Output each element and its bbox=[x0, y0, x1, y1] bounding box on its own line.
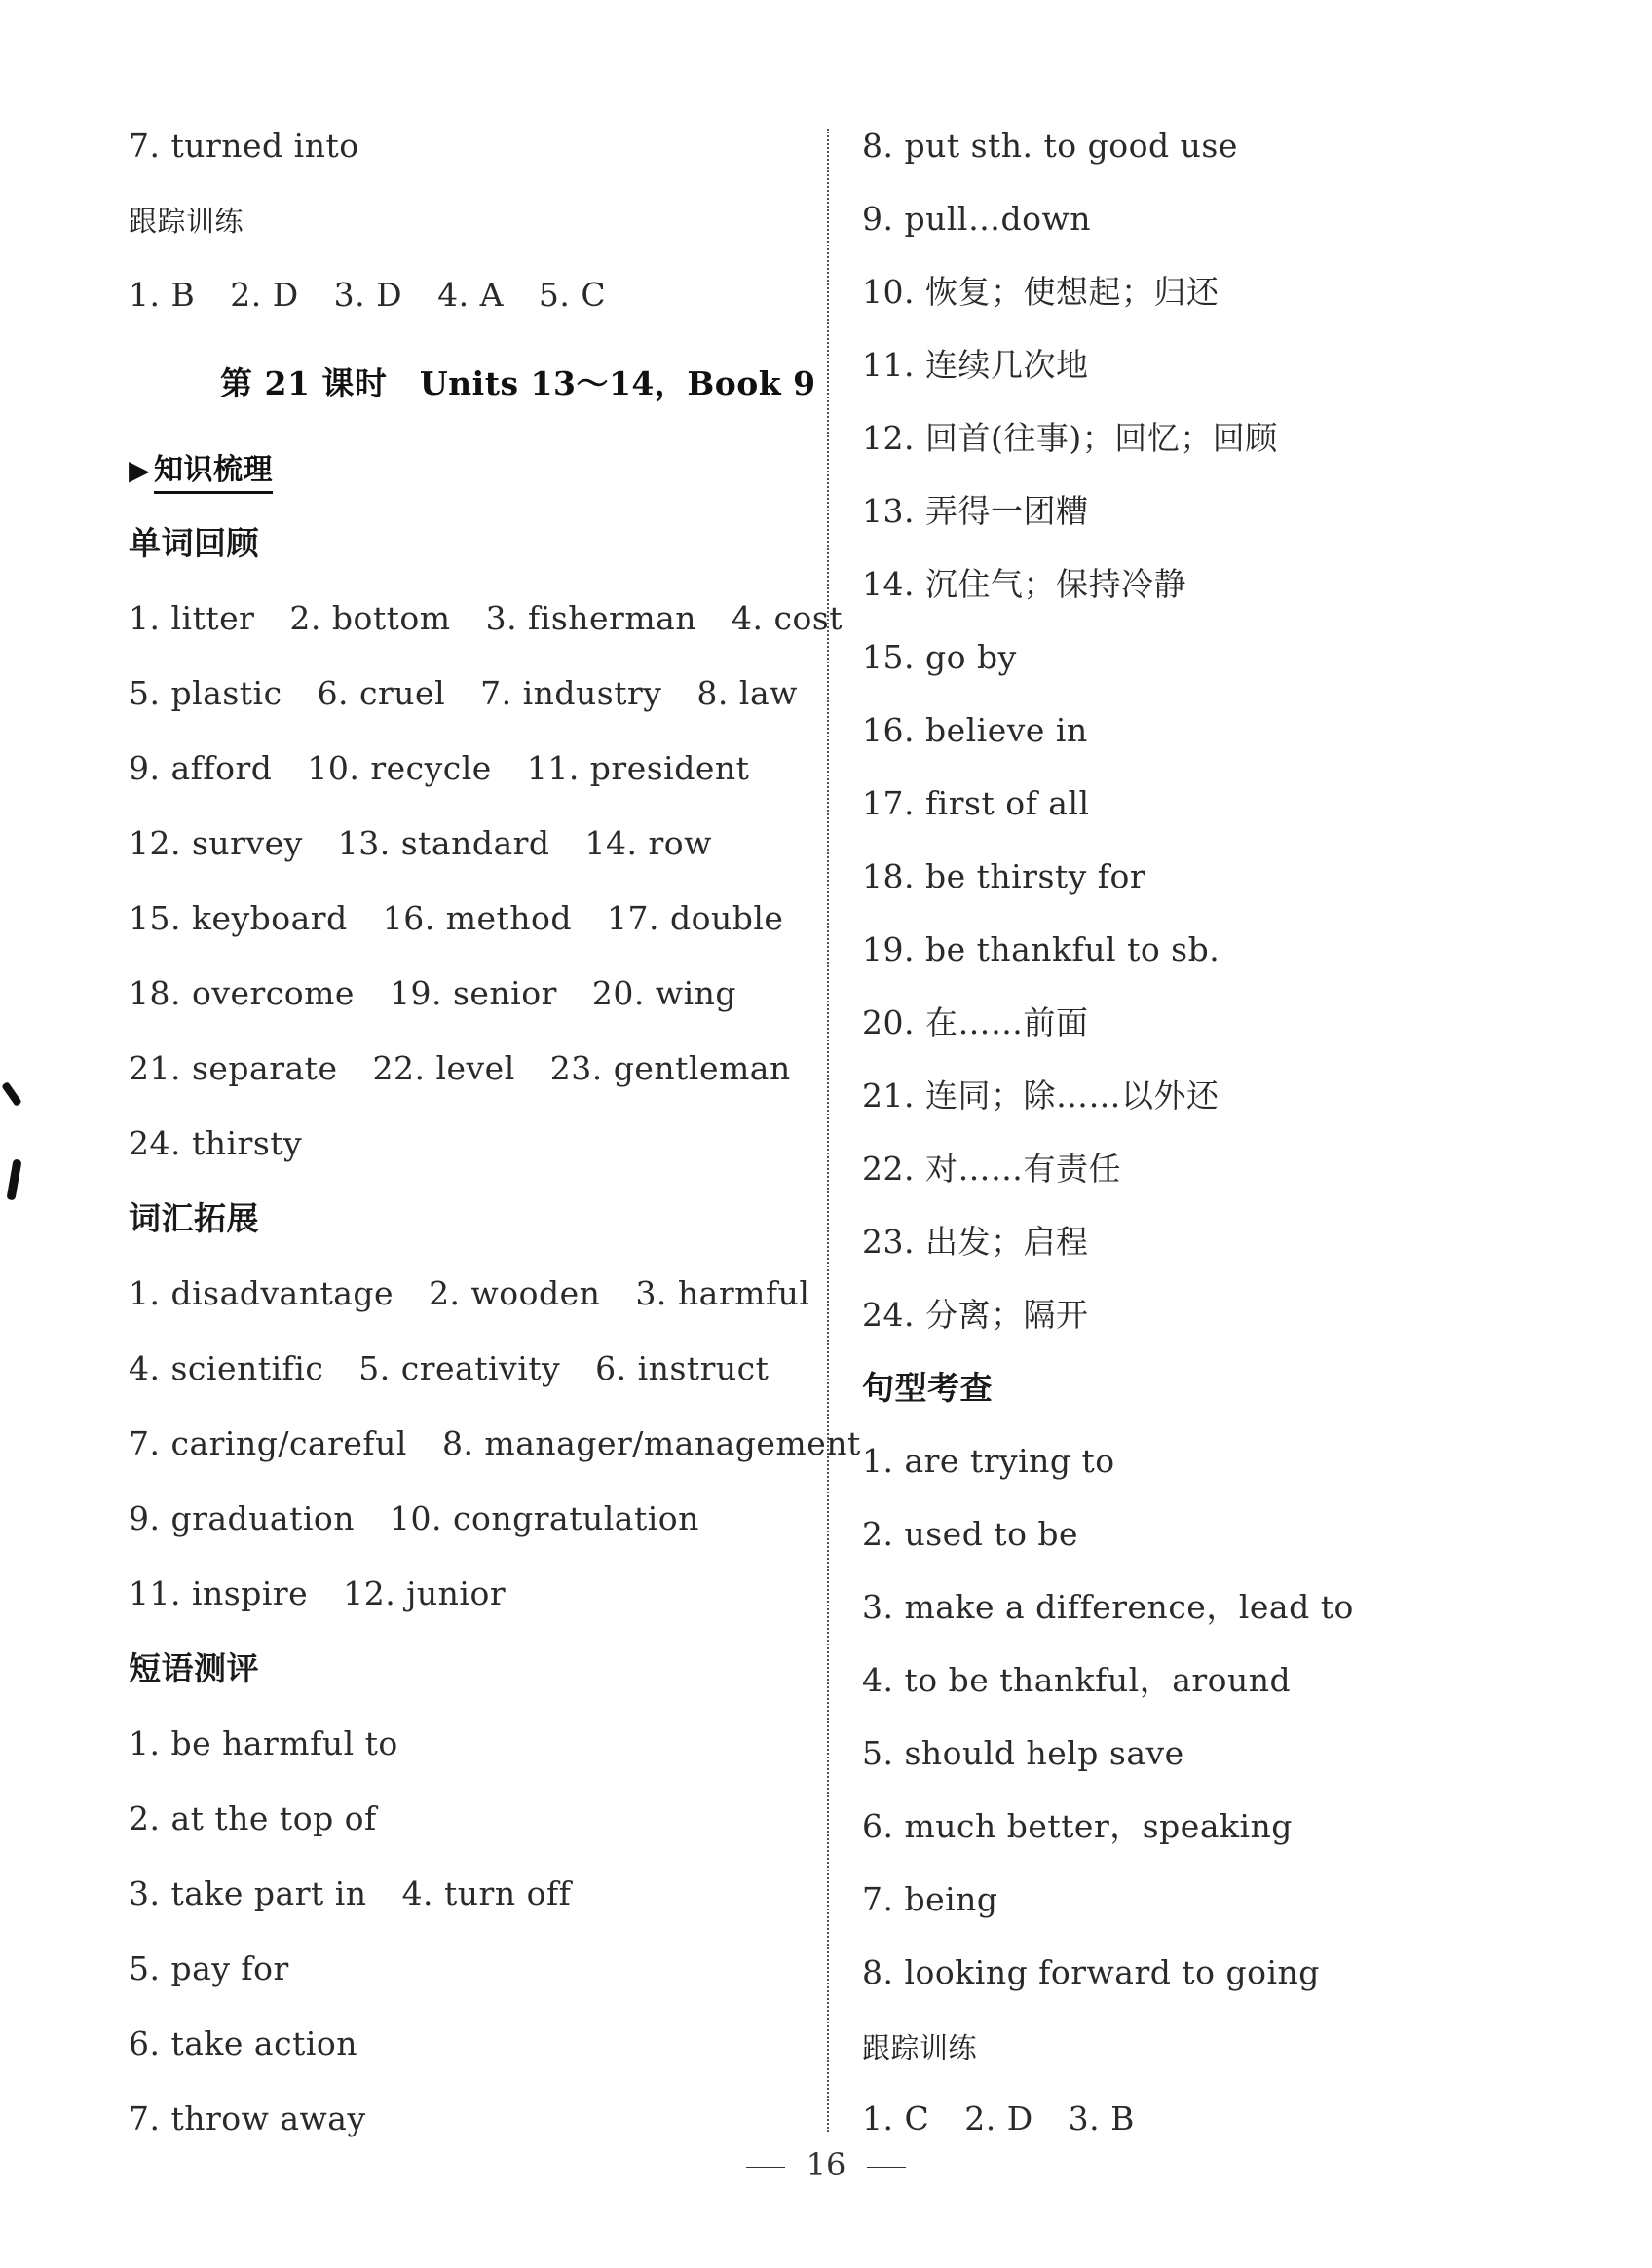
answer-row bbox=[129, 276, 606, 315]
answer-line: 8. put sth. to good use bbox=[862, 127, 1238, 165]
answer-line: 13. 弄得一团糟 bbox=[862, 492, 1089, 530]
answer-line: 23. 出发；启程 bbox=[862, 1223, 1089, 1261]
knowledge-section-title: ▶ 知识梳理 bbox=[129, 451, 273, 494]
answer-item: 3. B bbox=[1068, 2099, 1135, 2137]
answer-line: 3. make a difference，lead to bbox=[862, 1588, 1354, 1626]
section-heading: 句型考查 bbox=[862, 1369, 993, 1407]
answer-line: 18. be thirsty for bbox=[862, 857, 1146, 895]
scan-mark bbox=[6, 1159, 21, 1201]
track-training-title: 跟踪训练 bbox=[129, 205, 244, 238]
answer-line: 1. are trying to bbox=[862, 1442, 1115, 1480]
answer-row: 1. be harmful to bbox=[129, 1724, 398, 1762]
answer-line: 5. should help save bbox=[862, 1734, 1184, 1772]
answer-row: 4. scientific 5. creativity 6. instruct bbox=[129, 1349, 770, 1387]
answer-row: 5. pay for bbox=[129, 1949, 289, 1987]
answer-row: 12. survey 13. standard 14. row bbox=[129, 824, 712, 862]
section-heading: 单词回顾 bbox=[129, 524, 259, 562]
answer-line: 10. 恢复；使想起；归还 bbox=[862, 273, 1220, 311]
answer-line: 14. 沉住气；保持冷静 bbox=[862, 565, 1186, 603]
triangle-icon: ▶ bbox=[129, 454, 151, 486]
answer-line: 9. pull…down bbox=[862, 200, 1091, 238]
answer-row: 1. litter 2. bottom 3. fisherman 4. cost bbox=[129, 599, 844, 637]
answer-line: 7. being bbox=[862, 1880, 998, 1918]
answer-row: 6. take action bbox=[129, 2024, 358, 2062]
answer-row: 7. caring/careful 8. manager/management bbox=[129, 1424, 861, 1462]
section-heading: 词汇拓展 bbox=[129, 1199, 259, 1237]
answer-line: 11. 连续几次地 bbox=[862, 346, 1089, 384]
answer-line: 6. much better，speaking bbox=[862, 1807, 1293, 1845]
answer-row: 9. graduation 10. congratulation bbox=[129, 1499, 699, 1537]
answer-line: 8. looking forward to going bbox=[862, 1953, 1320, 1991]
answer-line: 24. 分离；隔开 bbox=[862, 1296, 1089, 1334]
answer-item: 1. B bbox=[129, 276, 196, 314]
answer-row: 5. plastic 6. cruel 7. industry 8. law bbox=[129, 674, 798, 712]
answer-item: 4. A bbox=[437, 276, 504, 314]
answer-item: 2. D bbox=[230, 276, 299, 314]
answer-row: 21. separate 22. level 23. gentleman bbox=[129, 1049, 791, 1087]
answer-line: 21. 连同；除……以外还 bbox=[862, 1077, 1220, 1115]
track-training-title: 跟踪训练 bbox=[862, 2031, 978, 2064]
answer-row: 15. keyboard 16. method 17. double bbox=[129, 899, 784, 937]
answer-row: 24. thirsty bbox=[129, 1124, 303, 1162]
section-heading: 短语测评 bbox=[129, 1649, 259, 1687]
answer-line: 15. go by bbox=[862, 638, 1017, 676]
dash-decoration bbox=[867, 2167, 906, 2168]
answer-row: 1. disadvantage 2. wooden 3. harmful bbox=[129, 1274, 810, 1312]
answer-row: 7. throw away bbox=[129, 2099, 366, 2137]
lesson-title: 第 21 课时 Units 13～14，Book 9 bbox=[220, 364, 816, 402]
answer-item: 5. C bbox=[538, 276, 607, 314]
answer-row: 9. afford 10. recycle 11. president bbox=[129, 749, 750, 787]
answer-line: 4. to be thankful，around bbox=[862, 1661, 1292, 1699]
answer-line: 16. believe in bbox=[862, 711, 1088, 749]
answer-line: 12. 回首(往事)；回忆；回顾 bbox=[862, 419, 1278, 457]
answer-line: 22. 对……有责任 bbox=[862, 1150, 1121, 1188]
answer-row: 11. inspire 12. junior bbox=[129, 1574, 507, 1612]
answer-line: 20. 在……前面 bbox=[862, 1003, 1089, 1041]
column-divider bbox=[827, 129, 829, 2132]
answer-line: 17. first of all bbox=[862, 784, 1090, 822]
answer-item: 3. D bbox=[333, 276, 403, 314]
answer-line: 7. turned into bbox=[129, 127, 359, 165]
page-number: 16 bbox=[0, 2146, 1652, 2183]
answer-row: 2. at the top of bbox=[129, 1799, 377, 1837]
answer-row: 18. overcome 19. senior 20. wing bbox=[129, 974, 737, 1012]
answer-row bbox=[862, 2099, 1135, 2138]
answer-line: 2. used to be bbox=[862, 1515, 1079, 1553]
answer-row: 3. take part in 4. turn off bbox=[129, 1874, 572, 1912]
scan-mark bbox=[1, 1081, 21, 1107]
answer-item: 2. D bbox=[964, 2099, 1033, 2137]
dash-decoration bbox=[746, 2167, 785, 2168]
answer-item: 1. C bbox=[862, 2099, 930, 2137]
answer-line: 19. be thankful to sb. bbox=[862, 930, 1220, 968]
